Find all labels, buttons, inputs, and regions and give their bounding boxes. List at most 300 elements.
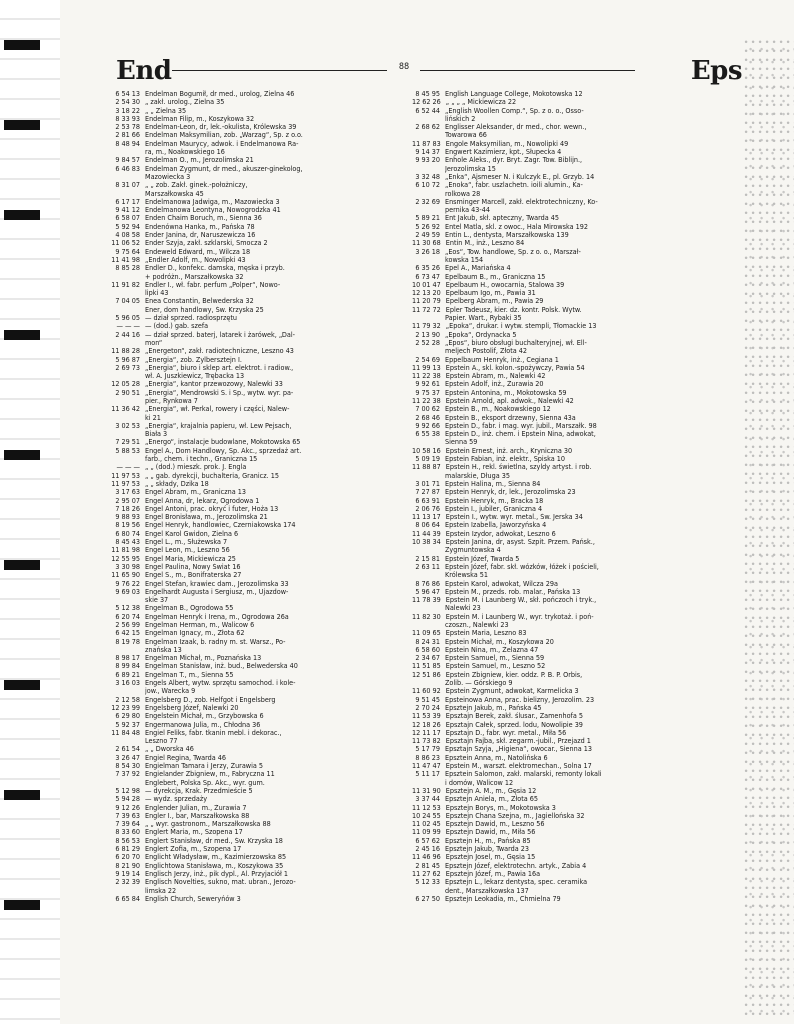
- phone-number: 2 49 59: [415, 230, 440, 240]
- entry-text: Epstein Józef, fabr. skł. wózków, łóżek i pościeli,: [445, 562, 599, 571]
- entry-text: Epstein Fabian, inż. elektr., Spiska 10: [445, 455, 565, 464]
- binding-mark: [4, 900, 40, 910]
- page-header: [112, 56, 742, 90]
- phone-number: 10 01 47: [412, 279, 441, 289]
- entry-text: Epstein I., wytw. wyr. metal., Św. Jerska 34: [445, 513, 583, 522]
- phone-number: 9 12 26: [115, 802, 140, 812]
- entry-text: Epstein Nina, m., Żelazna 47: [445, 645, 539, 654]
- phone-number: 11 09 65: [412, 628, 441, 638]
- entry-text: Epsztejn L., lekarz dentysta, spec. ceramika: [445, 878, 588, 887]
- header-rule: [172, 70, 387, 71]
- entry-text: Epsztejn Dawid, m., Miła 56: [445, 828, 536, 837]
- phone-number: 11 09 99: [412, 827, 441, 837]
- phone-number: 9 41 12: [115, 205, 140, 215]
- directory-entry: [106, 239, 436, 247]
- directory-entry: [106, 306, 436, 314]
- phone-number: 9 76 22: [115, 578, 140, 588]
- entry-text: „ „ „ „ Mickiewicza 22: [445, 98, 517, 107]
- phone-number: 8 33 60: [115, 827, 140, 837]
- phone-number: 2 68 62: [415, 122, 440, 132]
- entry-text: — dział sprzed. baterj, latarek i żarówek, „Dal-: [145, 330, 296, 339]
- entry-text: czoszn., Nalewki 23: [445, 621, 509, 629]
- directory-entry: [106, 231, 436, 239]
- entry-text: lipki 43: [145, 289, 169, 298]
- entry-text: Epsztejn Chana Szejna, m., Jagiellońska 32: [445, 811, 585, 820]
- phone-number: 11 97 53: [111, 478, 140, 488]
- entry-text: Epelbaum B., m., Graniczna 15: [445, 272, 546, 281]
- phone-number: 11 22 38: [412, 371, 441, 381]
- phone-number: 11 41 98: [111, 254, 140, 264]
- entry-text: Epstein B., eksport drzewny, Sienna 43a: [445, 413, 576, 422]
- directory-entry: [106, 331, 436, 339]
- entry-text: Epelbaum H., owocarnia, Stalowa 39: [445, 280, 565, 289]
- directory-entry: [106, 248, 436, 256]
- phone-number: 6 58 07: [115, 213, 140, 223]
- entry-text: Epsztajn Całek, sprzed. lodu, Nowolipie 39: [445, 720, 583, 729]
- phone-number: 11 81 98: [111, 545, 140, 555]
- entry-text: Epstein D., fabr. i mag. wyr. jubil., Marszałk. 98: [445, 421, 597, 430]
- directory-entry: [106, 339, 436, 347]
- page-binding-edge: [0, 0, 60, 1024]
- directory-entry: [412, 148, 742, 156]
- phone-number: 11 97 53: [111, 470, 140, 480]
- directory-entry: [412, 837, 742, 845]
- page-noise: [744, 40, 794, 1020]
- phone-number: 12 05 28: [111, 379, 140, 389]
- directory-entry: [106, 364, 436, 372]
- entry-text: „ „ gab. dyrekcji, buchalteria, Granicz. 15: [145, 471, 279, 480]
- directory-entry: [106, 322, 436, 330]
- phone-number: 11 88 28: [111, 346, 140, 356]
- entry-text: mon“: [145, 338, 163, 347]
- phone-number: 11 30 68: [412, 238, 441, 248]
- entry-text: Leszno 77: [145, 737, 178, 746]
- directory-entry: [412, 463, 742, 471]
- phone-number: 2 06 76: [415, 503, 440, 513]
- directory-entry: [106, 140, 436, 148]
- phone-number: 2 54 69: [415, 354, 440, 364]
- entry-text: Englebert, Polska Sp. Akc., wyr. gum.: [145, 778, 265, 787]
- entry-text: Endelman Bogumił, dr med., urolog, Zielna 46: [145, 90, 295, 98]
- entry-text: lińskich 2: [445, 114, 476, 123]
- entry-text: English Language College, Mokotowska 12: [445, 90, 583, 98]
- directory-entry: [412, 397, 742, 405]
- entry-text: ra, m., Noakowskiego 16: [145, 148, 225, 157]
- phone-number: 7 37 92: [115, 769, 140, 779]
- phone-number: — — —: [116, 321, 140, 331]
- phone-number: 12 55 95: [111, 553, 140, 563]
- entry-text: Endelman Maurycy, adwok. i Endelmanowa Ra-: [145, 139, 299, 148]
- directory-entry: [106, 754, 436, 762]
- entry-text: Epsztejn Jakub, m., Pańska 45: [445, 703, 542, 712]
- entry-text: Epstein Karol, adwokat, Wilcza 29a: [445, 579, 558, 588]
- entry-text: Engel A., Dom Handlowy, Sp. Akc., sprzedaż art.: [145, 446, 302, 455]
- phone-number: 6 17 17: [115, 196, 140, 206]
- directory-entry: [412, 231, 742, 239]
- directory-entry: [412, 115, 742, 123]
- entry-text: Biała 3: [145, 430, 168, 439]
- entry-text: Endler I., wł. fabr. perfum „Polper“, Nowo-: [145, 280, 281, 289]
- entry-text: „Energo“, instalacje budowlane, Mokotowska 65: [145, 438, 301, 447]
- phone-number: 8 54 30: [115, 761, 140, 771]
- directory-entry: [412, 513, 742, 521]
- binding-mark: [4, 450, 40, 460]
- entry-text: rolkowa 28: [445, 189, 481, 198]
- directory-entry: [106, 588, 436, 596]
- phone-number: 8 98 17: [115, 653, 140, 663]
- phone-number: — — —: [116, 462, 140, 472]
- entry-text: Engielander Zbigniew, m., Fabryczna 11: [145, 770, 275, 779]
- entry-text: Epsztein Anna, m., Natolińska 6: [445, 753, 548, 762]
- entry-text: Epstein Michał, m., Koszykowa 20: [445, 637, 554, 646]
- phone-number: 3 01 71: [415, 478, 440, 488]
- directory-entry: [106, 314, 436, 322]
- directory-entry: [106, 721, 436, 729]
- directory-entry: [106, 214, 436, 222]
- directory-entry: [412, 331, 742, 339]
- phone-number: 7 00 62: [415, 404, 440, 414]
- phone-number: 11 20 79: [412, 296, 441, 306]
- entry-text: „ „ wyr. gastronom., Marszałkowska 88: [145, 820, 271, 829]
- entry-text: kowska 154: [445, 255, 484, 264]
- directory-entry: [412, 762, 742, 770]
- phone-number: 3 18 22: [115, 105, 140, 115]
- entry-text: Engel Antoni, prac. okryć i futer, Hoża 13: [145, 504, 279, 513]
- entry-text: Endelman O., m., Jerozolimska 21: [145, 156, 254, 165]
- directory-entry: [106, 654, 436, 662]
- phone-number: 11 84 48: [111, 727, 140, 737]
- entry-text: dent., Marszałkowska 137: [445, 886, 529, 895]
- entry-text: Towarowa 66: [445, 131, 487, 140]
- entry-text: Engermanowa Julia, m., Chłodna 36: [145, 720, 261, 729]
- directory-entry: [106, 90, 436, 98]
- directory-entry: [106, 596, 436, 604]
- directory-entry: [106, 173, 436, 181]
- entry-text: Epsztejn Jakub, Twarda 23: [445, 845, 530, 854]
- directory-entry: [106, 770, 436, 778]
- entry-text: Epsztejn Aniela, m., Złota 65: [445, 795, 539, 804]
- entry-text: Engel Anna, dr, lekarz, Ogrodowa 1: [145, 496, 260, 505]
- entry-text: Englisch Novelties, sukno, mat. ubran., Jerozo-: [145, 878, 296, 887]
- directory-entry: [106, 862, 436, 870]
- phone-number: 6 20 70: [115, 852, 140, 862]
- phone-number: 8 48 94: [115, 138, 140, 148]
- phone-number: 2 15 81: [415, 553, 440, 563]
- phone-number: 8 85 28: [115, 263, 140, 273]
- directory-entry: [412, 165, 742, 173]
- phone-number: 3 16 03: [115, 678, 140, 688]
- phone-number: 11 91 82: [111, 279, 140, 289]
- entry-text: English Church, Seweryńów 3: [145, 894, 241, 903]
- directory-entry: [412, 256, 742, 264]
- entry-text: wł. A. Juszkiewicz, Trębacka 13: [145, 372, 245, 381]
- phone-number: 12 62 26: [412, 97, 441, 107]
- phone-number: 2 81 45: [415, 860, 440, 870]
- directory-entry: [412, 828, 742, 836]
- entry-text: Entel Matla, skl. z owoc., Hala Mirowska 192: [445, 222, 588, 231]
- phone-number: 7 39 63: [115, 810, 140, 820]
- phone-number: 8 45 95: [415, 89, 440, 98]
- phone-number: 2 45 16: [415, 844, 440, 854]
- phone-number: 11 46 96: [412, 852, 441, 862]
- directory-entry: [106, 895, 436, 903]
- directory-entry: [412, 754, 742, 762]
- entry-text: Epstein B., m., Noakowskiego 12: [445, 405, 551, 414]
- entry-text: Endelman Zygmunt, dr med., akuszer-ginekolog,: [145, 164, 303, 173]
- entry-text: Engel Maria, Mickiewicza 25: [145, 554, 236, 563]
- directory-entry: [106, 704, 436, 712]
- entry-text: Engelman Ignacy, m., Złota 62: [145, 629, 245, 638]
- header-right-guideword: Eps: [690, 56, 742, 86]
- directory-entry: [106, 256, 436, 264]
- entry-text: „Enoka“, fabr. uszlachetn. ioili alumin., Ka-: [445, 181, 583, 190]
- entry-text: Endelmanowa Jadwiga, m., Mazowiecka 3: [145, 197, 280, 206]
- phone-number: 11 82 30: [412, 611, 441, 621]
- directory-entry: [106, 604, 436, 612]
- entry-text: Epsztejn Józef, m., Pawia 16a: [445, 869, 541, 878]
- entry-text: Englender Julian, m., Żurawia 7: [145, 803, 247, 812]
- entry-text: „Energia“, krajalnia papieru, wł. Lew Pejsach,: [145, 421, 292, 430]
- entry-text: Epel A., Mariańska 4: [445, 264, 511, 273]
- phone-number: 9 51 45: [415, 694, 440, 704]
- directory-entry: [412, 729, 742, 737]
- directory-entry: [412, 339, 742, 347]
- directory-entry: [412, 538, 742, 546]
- entry-text: Marszałkowska 45: [145, 189, 204, 198]
- entry-text: Enea Constantin, Belwederska 32: [145, 297, 254, 306]
- entry-text: Epsztajn Szyja, „Higiena“, owocar., Sienna 13: [445, 745, 592, 754]
- entry-text: „ zakł. urolog., Zielna 35: [145, 98, 225, 107]
- directory-entry: [106, 422, 436, 430]
- entry-text: „Endler Adolf, m., Nowolipki 43: [145, 255, 246, 264]
- directory-entry: [106, 629, 436, 637]
- directory-entry: [412, 845, 742, 853]
- phone-number: 5 96 87: [115, 354, 140, 364]
- directory-entry: [412, 679, 742, 687]
- entry-text: Englisch Jerzy, inż., pik dypl., Al. Przyjaciół 1: [145, 869, 289, 878]
- phone-number: 8 45 43: [115, 537, 140, 547]
- entry-text: „ „ (dod.) mieszk. prok. J. Engla: [145, 463, 247, 472]
- phone-number: 11 22 38: [412, 395, 441, 405]
- entry-text: Epstein H., rekl. świetlna, szyldy artyst. i rob.: [445, 463, 592, 472]
- entry-text: Epstein Henryk, m., Bracka 18: [445, 496, 544, 505]
- directory-entry: [106, 696, 436, 704]
- directory-entry: [412, 281, 742, 289]
- directory-entry: [106, 779, 436, 787]
- directory-entry: [412, 289, 742, 297]
- directory-entry: [412, 563, 742, 571]
- directory-entry: [106, 438, 436, 446]
- header-rule: [420, 70, 635, 71]
- directory-entry: [412, 712, 742, 720]
- binding-mark: [4, 120, 40, 130]
- directory-entry: [412, 862, 742, 870]
- directory-entry: [412, 131, 742, 139]
- phone-number: 9 69 03: [115, 586, 140, 596]
- entry-text: Epstein Maria, Leszno 83: [445, 629, 527, 638]
- entry-text: Endler D., konfekc. damska, męska i przyb.: [145, 264, 285, 273]
- entry-text: Epstein M. i Launberg W., wyr. trykotaż. i poń-: [445, 612, 594, 621]
- directory-entry: [106, 513, 436, 521]
- phone-number: 12 18 26: [412, 719, 441, 729]
- entry-text: Epstein Ernest, inż. arch., Kryniczna 30: [445, 446, 573, 455]
- phone-number: 2 68 46: [415, 412, 440, 422]
- phone-number: 9 75 64: [115, 246, 140, 256]
- directory-entry: [106, 463, 436, 471]
- phone-number: 2 12 58: [115, 694, 140, 704]
- directory-entry: [106, 671, 436, 679]
- directory-entry: [412, 687, 742, 695]
- directory-entry: [106, 497, 436, 505]
- phone-number: 6 65 84: [115, 893, 140, 903]
- directory-entry: [106, 878, 436, 886]
- directory-entry: [106, 737, 436, 745]
- phone-number: 8 86 23: [415, 752, 440, 762]
- phone-number: 11 27 62: [412, 868, 441, 878]
- phone-number: 11 65 90: [111, 570, 140, 580]
- directory-entry: [106, 687, 436, 695]
- entry-text: „Eos“, Tow. handlowe, Sp. z o. o., Marszał-: [445, 247, 581, 256]
- directory-entry: [412, 696, 742, 704]
- phone-number: 8 21 90: [115, 860, 140, 870]
- entry-text: „English Woollen Comp.“, Sp. z o. o., Osso-: [445, 106, 584, 115]
- directory-entry: [106, 845, 436, 853]
- entry-text: Epstein Samuel, m., Leszno 52: [445, 662, 546, 671]
- entry-text: Engel Bronisława, m., Jerozolimska 21: [145, 513, 268, 522]
- phone-number: 5 17 79: [415, 744, 440, 754]
- directory-entry: [106, 538, 436, 546]
- phone-number: 2 95 07: [115, 495, 140, 505]
- entry-text: Englert Zofia, m., Szopena 17: [145, 845, 242, 854]
- entry-text: i domów, Walicow 12: [445, 778, 514, 787]
- entry-text: jow., Warecka 9: [145, 687, 196, 696]
- entry-text: Epsztajn Berek, zakł. ślusar., Zamenhofa 5: [445, 712, 583, 721]
- directory-entry: [412, 223, 742, 231]
- directory-entry: [106, 131, 436, 139]
- entry-text: Ener, dom handlowy, Św. Krzyska 25: [145, 305, 264, 314]
- directory-entry: [106, 870, 436, 878]
- directory-entry: [106, 762, 436, 770]
- entry-text: Epsztajn D., fabr. wyr. metal., Miła 56: [445, 728, 567, 737]
- phone-number: 9 84 57: [115, 155, 140, 165]
- entry-text: Englert Stanisław, dr med., Św. Krzyska 18: [145, 836, 283, 845]
- entry-text: Enhole Aleks., dyr. Bryt. Zagr. Tow. Biblijn.,: [445, 156, 583, 165]
- phone-number: 2 56 99: [115, 620, 140, 629]
- phone-number: 6 81 29: [115, 844, 140, 854]
- entry-text: pier., Rynkowa 7: [145, 396, 198, 405]
- left-column: [106, 90, 436, 903]
- directory-entry: [106, 480, 436, 488]
- entry-text: Engiel Regina, Twarda 46: [145, 753, 227, 762]
- phone-number: 5 11 17: [415, 769, 440, 779]
- entry-text: Engelsberg D., zob. Helfgot i Engelsberg: [145, 695, 276, 704]
- directory-entry: [412, 530, 742, 538]
- directory-entry: [106, 530, 436, 538]
- directory-entry: [412, 248, 742, 256]
- entry-text: Epstein I., jubiler, Graniczna 4: [445, 504, 543, 513]
- entry-text: Królewska 51: [445, 571, 488, 580]
- phone-number: 9 75 37: [415, 387, 440, 397]
- entry-text: Enden Chaim Boruch, m., Sienna 36: [145, 214, 262, 223]
- phone-number: 7 29 51: [115, 437, 140, 447]
- directory-entry: [412, 820, 742, 828]
- directory-entry: [412, 646, 742, 654]
- directory-entry: [106, 430, 436, 438]
- entry-text: Engel Paulina, Nowy Świat 16: [145, 562, 241, 571]
- phone-number: 7 27 87: [415, 487, 440, 497]
- directory-entry: [106, 165, 436, 173]
- directory-entry: [412, 638, 742, 646]
- phone-number: 11 99 13: [412, 362, 441, 372]
- entry-text: Epsztejn H., m., Pańska 85: [445, 836, 531, 845]
- phone-number: 9 88 93: [115, 512, 140, 522]
- phone-number: 8 31 07: [115, 180, 140, 190]
- directory-entry: [106, 521, 436, 529]
- entry-text: Epstein Abram, m., Nalewki 42: [445, 372, 546, 381]
- phone-number: 5 96 47: [415, 586, 440, 596]
- directory-entry: [412, 140, 742, 148]
- directory-entry: [106, 198, 436, 206]
- directory-entry: [412, 604, 742, 612]
- binding-mark: [4, 40, 40, 50]
- phone-number: 8 33 93: [115, 113, 140, 123]
- directory-entry: [106, 812, 436, 820]
- entry-text: Endelman Filip, m., Koszykowa 32: [145, 114, 255, 123]
- entry-text: meljech Postolif, Złota 42: [445, 347, 527, 356]
- entry-text: Epstein Zygmunt, adwokat, Karmelicka 3: [445, 687, 579, 696]
- phone-number: 11 13 17: [412, 512, 441, 522]
- entry-text: Żolib. — Górskiego 9: [445, 679, 513, 688]
- phone-number: 12 13 20: [412, 288, 441, 298]
- phone-number: 11 47 47: [412, 761, 441, 771]
- phone-number: 7 04 05: [115, 296, 140, 306]
- directory-entry: [106, 679, 436, 687]
- right-column: [412, 90, 742, 903]
- phone-number: 2 54 30: [115, 97, 140, 107]
- directory-entry: [412, 364, 742, 372]
- phone-number: 10 58 16: [412, 445, 441, 455]
- phone-number: 4 08 58: [115, 230, 140, 240]
- phone-number: 3 02 53: [115, 420, 140, 430]
- directory-entry: [412, 878, 742, 886]
- phone-number: 6 73 47: [415, 271, 440, 281]
- directory-entry: [106, 613, 436, 621]
- entry-text: Epstein Józef, Twarda 5: [445, 554, 520, 563]
- phone-number: 11 06 52: [111, 238, 140, 248]
- entry-text: Ensminger Marcell, zakł. elektrotechniczny, Ko-: [445, 197, 598, 206]
- phone-number: 12 23 99: [111, 702, 140, 712]
- entry-text: — wydz. sprzedaży: [145, 795, 208, 804]
- directory-entry: [106, 447, 436, 455]
- entry-text: „Energia“, kantor przewozowy, Nalewki 33: [145, 380, 283, 389]
- directory-entry: [106, 787, 436, 795]
- directory-entry: [412, 588, 742, 596]
- directory-entry: [412, 505, 742, 513]
- entry-text: Endelmanowa Leontyna, Nowogrodzka 41: [145, 206, 281, 215]
- entry-text: Epstein Izabella, Jaworzyńska 4: [445, 521, 547, 530]
- entry-text: — (dod.) gab. szefa: [145, 322, 209, 331]
- directory-entry: [412, 405, 742, 413]
- entry-text: Epelberg Abram, m., Pawia 29: [445, 297, 544, 306]
- entry-text: „ „ zob. Zakł. ginek.-położniczy,: [145, 181, 248, 190]
- entry-text: Epstein D., inż. chem. i Epstein Nina, adwokat,: [445, 430, 596, 439]
- phone-number: 6 20 74: [115, 611, 140, 621]
- phone-number: 6 89 21: [115, 669, 140, 679]
- entry-text: Entin L., dentysta, Marszałkowska 139: [445, 231, 569, 240]
- directory-entry: [412, 190, 742, 198]
- phone-number: 11 31 90: [412, 785, 441, 795]
- entry-text: Zygmuntowska 4: [445, 546, 501, 555]
